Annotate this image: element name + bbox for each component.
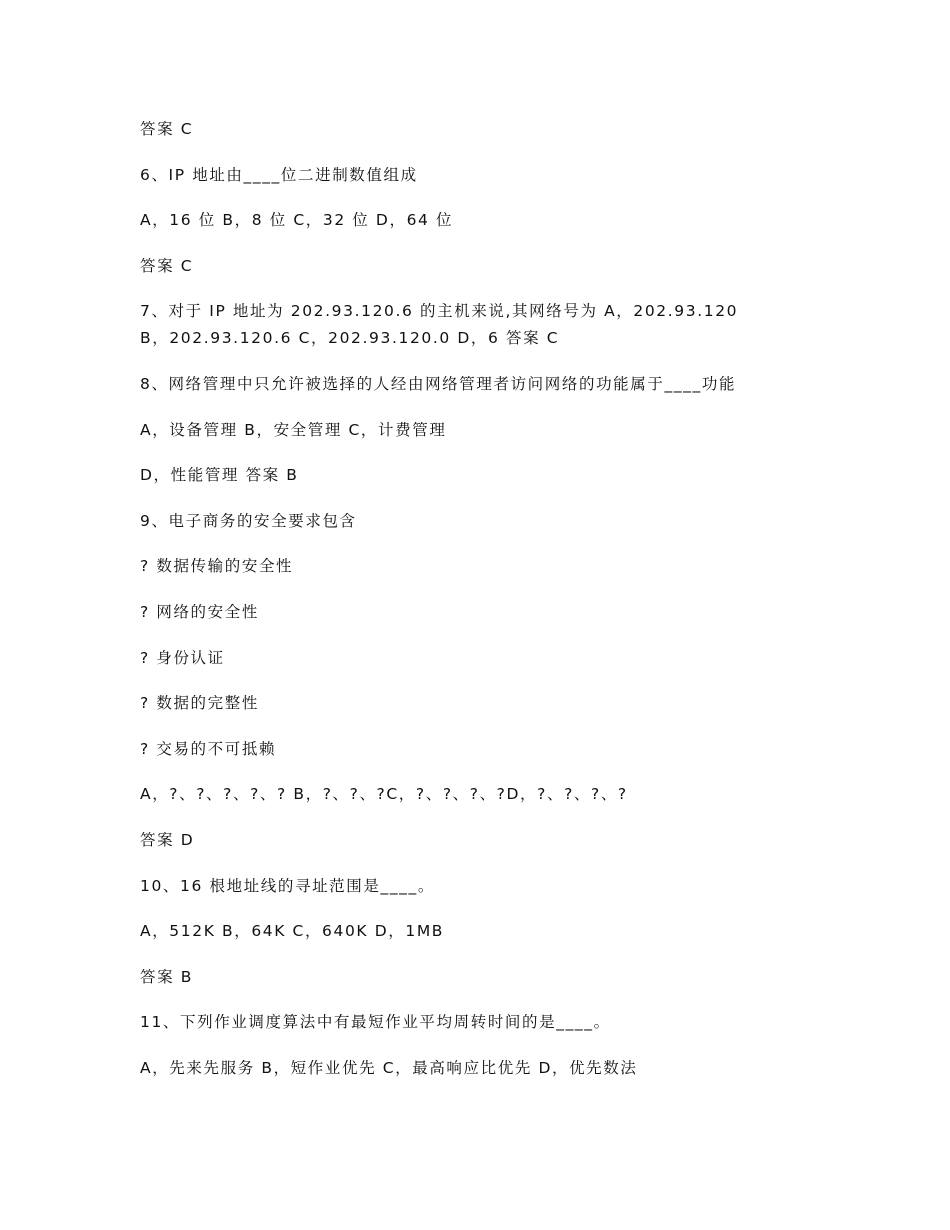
question-9-options: A，?、?、?、?、? B，?、?、?C，?、?、?、?D，?、?、?、? <box>140 785 628 804</box>
question-9-item: ? 网络的安全性 <box>140 602 259 621</box>
question-10-answer: 答案 B <box>140 967 193 986</box>
question-6-answer: 答案 C <box>140 256 194 275</box>
question-6-options: A，16 位 B，8 位 C，32 位 D，64 位 <box>140 211 454 230</box>
question-9: 9、电子商务的安全要求包含 <box>140 511 357 530</box>
question-9-item: ? 身份认证 <box>140 648 225 667</box>
question-8-answer: D，性能管理 答案 B <box>140 466 299 485</box>
question-8: 8、网络管理中只允许被选择的人经由网络管理者访问网络的功能属于____功能 <box>140 374 737 393</box>
answer-line: 答案 C <box>140 120 194 138</box>
question-11-options: A，先来先服务 B，短作业优先 C，最高响应比优先 D，优先数法 <box>140 1058 638 1077</box>
question-7-options: B，202.93.120.6 C，202.93.120.0 D，6 答案 C <box>140 329 560 348</box>
question-8-options: A，设备管理 B，安全管理 C，计费管理 <box>140 420 447 439</box>
question-10-options: A，512K B，64K C，640K D，1MB <box>140 922 445 941</box>
question-9-item: ? 交易的不可抵赖 <box>140 739 277 758</box>
question-11: 11、下列作业调度算法中有最短作业平均周转时间的是____。 <box>140 1013 611 1032</box>
question-9-answer: 答案 D <box>140 830 195 849</box>
document-body <box>140 116 820 1100</box>
question-6: 6、IP 地址由____位二进制数值组成 <box>140 165 418 184</box>
question-10: 10、16 根地址线的寻址范围是____。 <box>140 876 435 895</box>
question-7: 7、对于 IP 地址为 202.93.120.6 的主机来说,其网络号为 A，202.93.120 <box>140 302 739 321</box>
question-9-item: ? 数据的完整性 <box>140 694 259 713</box>
question-9-item: ? 数据传输的安全性 <box>140 557 294 576</box>
